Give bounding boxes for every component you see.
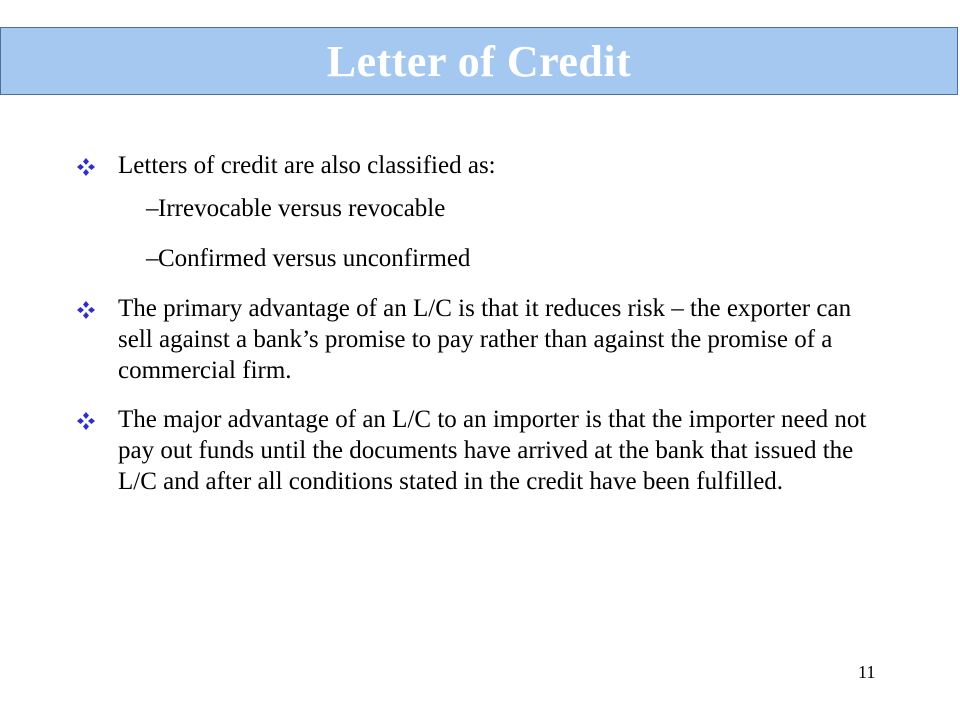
dash-marker: – — [146, 245, 159, 272]
diamond-bullet-icon — [76, 157, 96, 177]
diamond-bullet-icon — [76, 411, 96, 431]
dash-marker: – — [146, 195, 159, 222]
sub-item-text: Confirmed versus unconfirmed — [158, 245, 471, 272]
diamond-bullet-icon — [76, 300, 96, 320]
bullet-text: The major advantage of an L/C to an importer is that the importer need not pay out funds until the documents have arrived at the bank that issued the L/C and after all conditions stated in the credit have been fulfilled. — [118, 406, 867, 495]
bullet-text: The primary advantage of an L/C is that it reduces risk – the exporter can sell against a bank’s promise to pay rather than against the promise of a commercial firm. — [118, 295, 852, 384]
sub-item-text: Irrevocable versus revocable — [158, 195, 446, 222]
sub-item-1 — [76, 193, 876, 224]
bullet-item-2 — [76, 293, 876, 386]
title-bar — [0, 27, 958, 95]
bullet-text: Letters of credit are also classified as: — [118, 152, 496, 179]
sub-item-2 — [76, 243, 876, 274]
page-number: 11 — [858, 662, 876, 682]
bullet-item-1 — [76, 150, 876, 181]
slide-content — [76, 150, 876, 509]
bullet-item-3 — [76, 404, 876, 497]
slide-title: Letter of Credit — [326, 36, 632, 86]
